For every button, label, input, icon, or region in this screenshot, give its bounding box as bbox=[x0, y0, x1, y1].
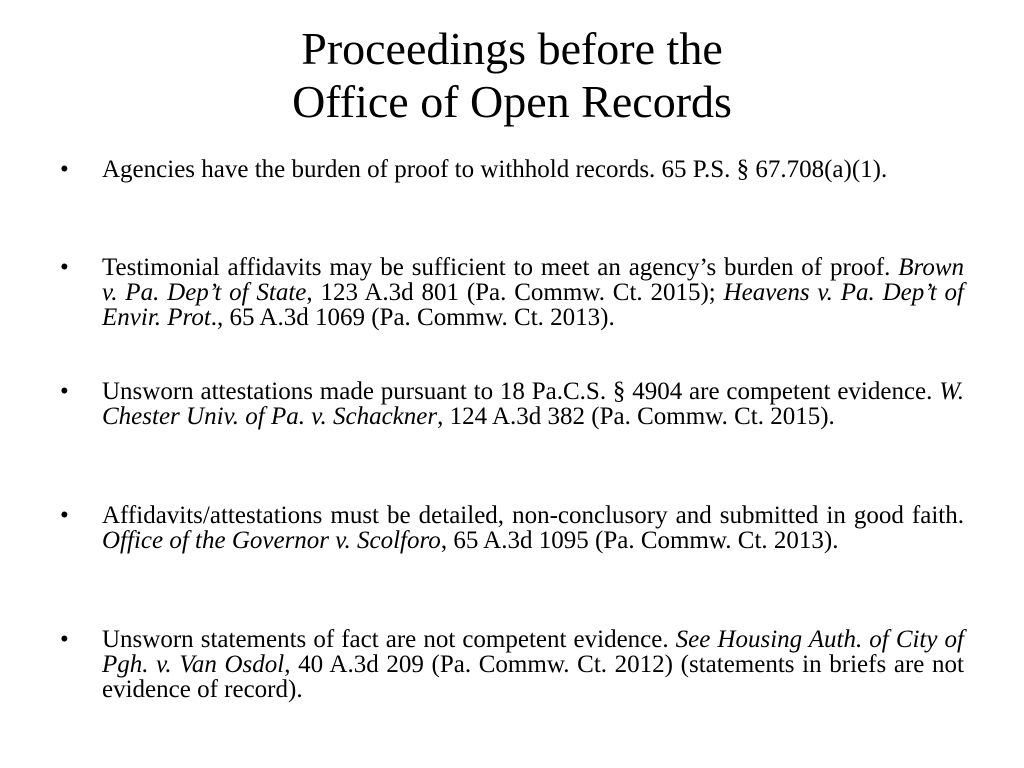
bullet-text bbox=[102, 503, 964, 553]
bullet-text-segment: Unsworn attestations made pursuant to 18 Pa.C.S. § 4904 are competent evidence. bbox=[102, 378, 940, 405]
bullet-icon: • bbox=[60, 254, 69, 281]
bullet-text bbox=[102, 379, 964, 429]
bullet-icon: • bbox=[60, 378, 69, 405]
bullet-text bbox=[102, 255, 964, 330]
bullet-text-segment: , 124 A.3d 382 (Pa. Commw. Ct. 2015). bbox=[437, 403, 835, 430]
bullet-text-segment: Agencies have the burden of proof to withhold records. 65 P.S. § 67.708(a)(1). bbox=[102, 156, 888, 183]
case-citation: Heavens v. Pa. Dep’t of Envir. Prot bbox=[102, 279, 964, 331]
case-citation: Brown v. Pa. Dep’t of State bbox=[102, 254, 964, 306]
bullet-text-segment: Affidavits/attestations must be detailed, non-conclusory and submitted in good faith. bbox=[102, 502, 964, 529]
bullet-text-segment: Testimonial affidavits may be sufficient to meet an agency’s burden of proof. bbox=[102, 254, 899, 281]
bullet-icon: • bbox=[60, 156, 69, 183]
bullet-text-segment: , 65 A.3d 1095 (Pa. Commw. Ct. 2013). bbox=[440, 527, 839, 554]
bullet-text bbox=[102, 627, 964, 702]
slide-title-line-1: Proceedings before the bbox=[301, 23, 723, 74]
case-citation: See Housing Auth. of City of Pgh. v. Van Osdol bbox=[102, 626, 964, 678]
bullet-icon: • bbox=[60, 502, 69, 529]
bullet-text-segment: , 123 A.3d 801 (Pa. Commw. Ct. 2015); bbox=[306, 279, 724, 306]
bullet-text bbox=[102, 157, 964, 182]
bullet-text-segment: ., 65 A.3d 1069 (Pa. Commw. Ct. 2013). bbox=[210, 304, 615, 331]
case-citation: Office of the Governor v. Scolforo bbox=[102, 527, 441, 554]
case-citation: W. Chester Univ. of Pa. v. Schackner bbox=[102, 378, 964, 430]
bullet-icon: • bbox=[60, 626, 69, 653]
bullet-text-segment: Unsworn statements of fact are not competent evidence. bbox=[102, 626, 676, 653]
slide-title-line-2: Office of Open Records bbox=[292, 76, 732, 127]
slide-title bbox=[0, 22, 1024, 128]
bullet-text-segment: , 40 A.3d 209 (Pa. Commw. Ct. 2012) (statements in briefs are not evidence of record). bbox=[102, 651, 964, 703]
